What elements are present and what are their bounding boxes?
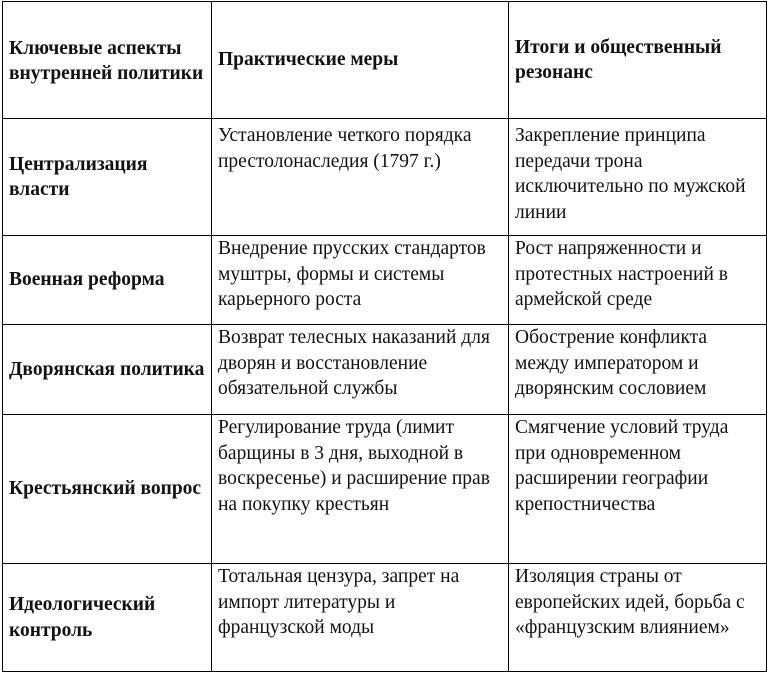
table-row — [3, 119, 767, 236]
policy-table — [2, 1, 767, 672]
aspect-cell: Крестьянский вопрос — [3, 415, 212, 564]
measures-cell: Возврат телесных наказаний для дворян и восстановление обязательной службы — [212, 325, 509, 415]
header-results: Итоги и общественный резонанс — [509, 2, 767, 119]
results-cell: Обострение конфликта между императором и дворянским сословием — [509, 325, 767, 415]
header-aspects: Ключевые аспекты внутренней политики — [3, 2, 212, 119]
header-row — [3, 2, 767, 119]
results-cell: Изоляция страны от европейских идей, борьба с «французским влиянием» — [509, 564, 767, 672]
aspect-cell: Идеологический контроль — [3, 564, 212, 672]
results-cell: Смягчение условий труда при одновременном расширении географии крепостничества — [509, 415, 767, 564]
aspect-cell: Военная реформа — [3, 236, 212, 325]
table-row — [3, 564, 767, 672]
table-row — [3, 236, 767, 325]
measures-cell: Внедрение прусских стандартов муштры, формы и системы карьерного роста — [212, 236, 509, 325]
measures-cell: Тотальная цензура, запрет на импорт литературы и французской моды — [212, 564, 509, 672]
measures-cell: Установление четкого порядка престолонаследия (1797 г.) — [212, 119, 509, 236]
aspect-cell: Дворянская политика — [3, 325, 212, 415]
results-cell: Рост напряженности и протестных настроений в армейской среде — [509, 236, 767, 325]
table-row — [3, 415, 767, 564]
table-row — [3, 325, 767, 415]
results-cell: Закрепление принципа передачи трона исключительно по мужской линии — [509, 119, 767, 236]
header-measures: Практические меры — [212, 2, 509, 119]
aspect-cell: Централизация власти — [3, 119, 212, 236]
measures-cell: Регулирование труда (лимит барщины в 3 дня, выходной в воскресенье) и расширение прав на покупку крестьян — [212, 415, 509, 564]
